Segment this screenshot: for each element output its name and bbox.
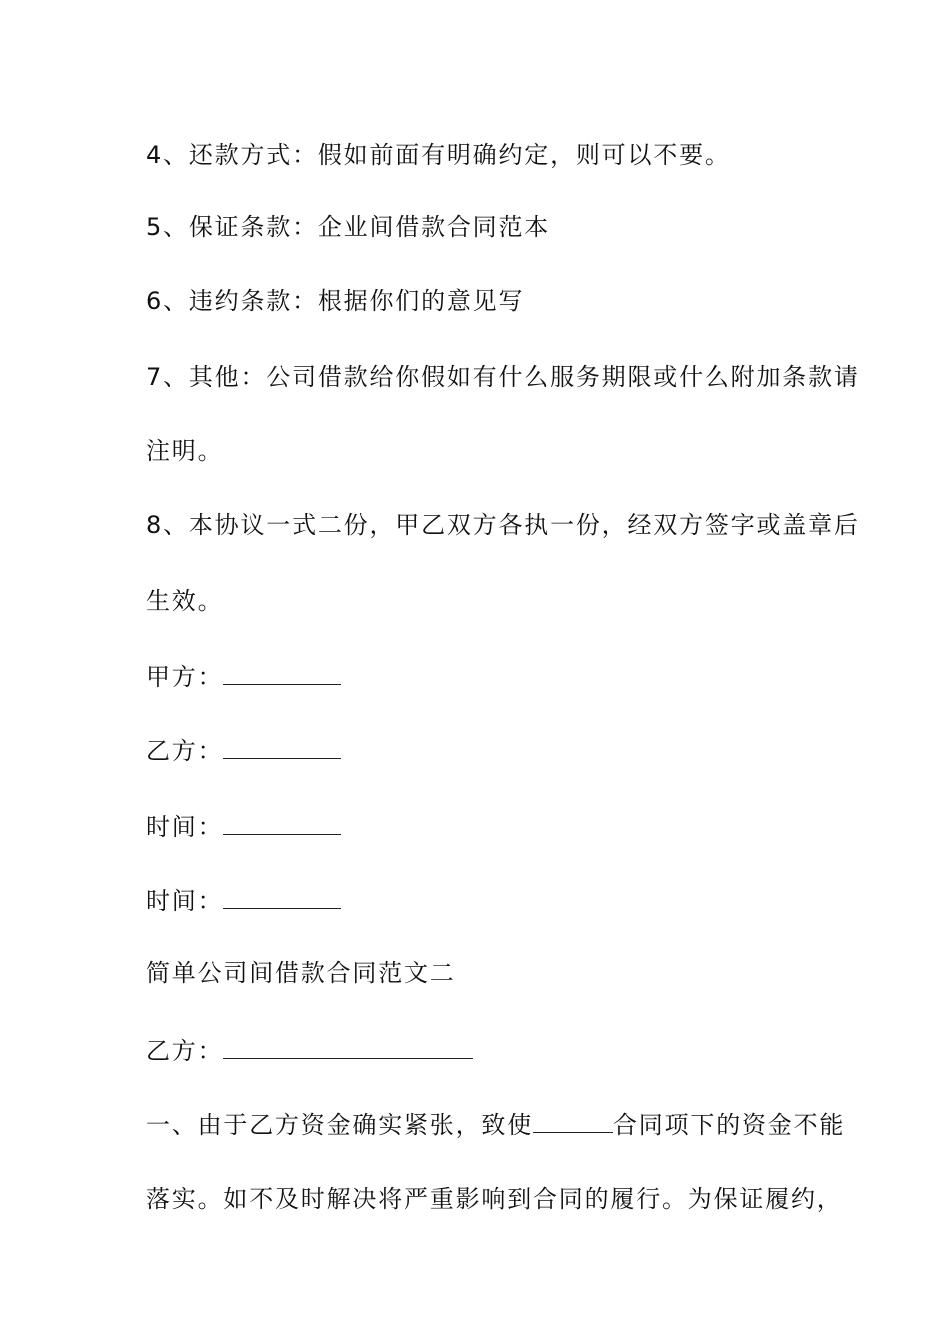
clause-8-line-2: 生效。	[146, 587, 224, 615]
clause-5: 5、保证条款：企业间借款合同范本	[146, 213, 551, 241]
signature-time-1-label: 时间：	[146, 813, 224, 841]
clause-1-line-2: 落实。如不及时解决将严重影响到合同的履行。为保证履约，	[146, 1185, 843, 1213]
signature-party-b	[146, 734, 341, 766]
clause-4: 4、还款方式：假如前面有明确约定，则可以不要。	[146, 141, 731, 169]
section-title: 简单公司间借款合同范文二	[146, 959, 456, 987]
clause-1-part-2: 合同项下的资金不能	[613, 1111, 846, 1139]
signature-time-1	[146, 810, 341, 842]
clause-1-part-1: 一、由于乙方资金确实紧张，致使	[146, 1111, 533, 1139]
party-b-2-label: 乙方：	[146, 1037, 224, 1065]
signature-party-b-label: 乙方：	[146, 737, 224, 765]
party-b-2-blank	[223, 1034, 473, 1059]
signature-party-b-blank	[223, 734, 341, 759]
clause-7-line-2: 注明。	[146, 437, 224, 465]
party-b-2	[146, 1034, 473, 1066]
clause-8-line-1: 8、本协议一式二份，甲乙双方各执一份，经双方签字或盖章后	[146, 511, 860, 539]
signature-time-2	[146, 884, 341, 916]
signature-party-a-blank	[223, 660, 341, 685]
clause-1-blank	[533, 1108, 613, 1133]
signature-time-2-label: 时间：	[146, 887, 224, 915]
clause-7-line-1: 7、其他：公司借款给你假如有什么服务期限或什么附加条款请	[146, 363, 860, 391]
clause-1-line-1	[146, 1108, 845, 1140]
clause-6: 6、违约条款：根据你们的意见写	[146, 287, 525, 315]
signature-time-1-blank	[223, 810, 341, 835]
signature-party-a	[146, 660, 341, 692]
signature-time-2-blank	[223, 884, 341, 909]
signature-party-a-label: 甲方：	[146, 663, 224, 691]
